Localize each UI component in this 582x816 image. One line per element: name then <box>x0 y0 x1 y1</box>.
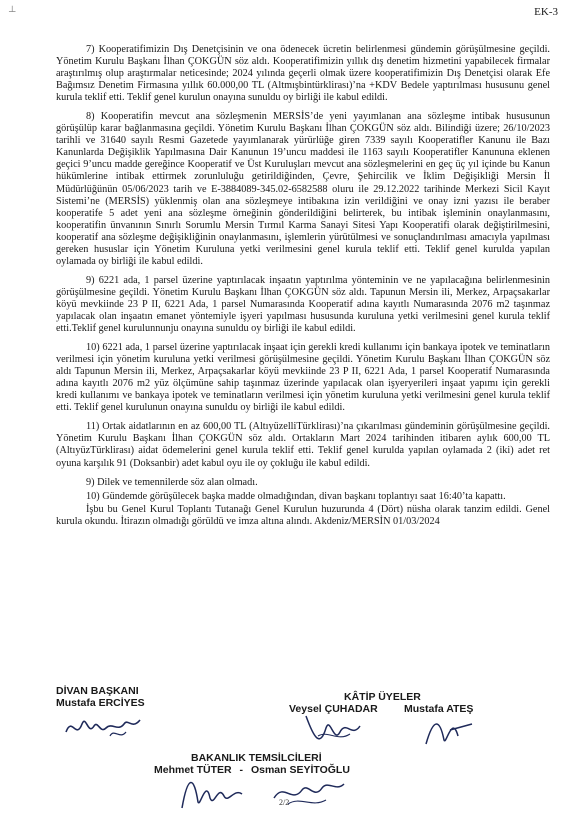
katip-1-signature-icon <box>300 708 370 752</box>
bakanlik-separator: - <box>239 764 244 776</box>
divan-name: Mustafa ERCİYES <box>56 697 145 709</box>
katip-name-2: Mustafa ATEŞ <box>404 703 474 715</box>
paragraph-item-9: 9) 6221 ada, 1 parsel üzerine yaptırılacak inşaatın yaptırılma yönteminin ve ne yapılacağına belirlenmesinin görüşülmesine geçildi. Yönetim Kurulu Başkanı İlhan ÇOKGÜN söz aldı. Tapunun Mersin ili, Merkez, Arpaçsakarlar köyü mevkiinde 23 P II, 6221 Ada, 1 parsel Numarasında Kooperatif adına kayıtlı Numarasında 2076 m2 taşınmaz yapılacak olan inşaatın emanet yöntemiyle işyeri yapılması hususunda kuruluna yetki verilmesini genel kurula teklif etti.Teklif genel kurulunnunju onayına sunuldu oy birliği ile kabul edildi. <box>56 274 550 335</box>
paragraph-closing-meeting: 10) Gündemde görüşülecek başka madde olmadığından, divan başkanı toplantıyı saat 16:40’ta kapattı. <box>86 490 506 502</box>
bakanlik-name-1: Mehmet TÜTER <box>154 764 232 776</box>
paragraph-item-11: 11) Ortak aidatlarının en az 600,00 TL (AltıyüzelliTürklirası)’na çıkarılması gündeminin görüşülmesine geçildi. Yönetim Kurulu Başkanı İlhan ÇOKGÜN söz aldı. Ortakların Mart 2024 tarihinden itibaren aylık 600,00 TL (AltıyüzTürklirası) aidat ödemelerini genel kurula teklif etti. Teklif genel kurulda yapılan oylamada 2 (iki) adet ret oyuna karşılık 91 (Doksanbir) adet kabul oyu ile oy çokluğu ile kabul edildi. <box>56 421 550 469</box>
paragraph-item-7: 7) Kooperatifimizin Dış Denetçisinin ve ona ödenecek ücretin belirlenmesi gündemin görüşülmesine geçildi. Yönetim Kurulu Başkanı İlhan ÇOKGÜN söz aldı. Kooperatifimizin yıllık dış denetim hizmetini yapabilecek firmalar araştırılmış olup araştırmalar neticesinde; 2024 yılında geçerli olmak üzere kooperatifimizin Dış Denetçisi olarak Efe Bağımsız Denetim Firmasına yıllık 60.000,00 TL (Altmışbintürklirası)’na +KDV Bedele yaptırılması hususunu genel kurula teklif etti. Teklif genel kurulun onayına sunuldu oy birliği ile kabul edildi. <box>56 44 550 104</box>
paragraph-item-10: 10) 6221 ada, 1 parsel üzerine yaptırılacak inşaat için gerekli kredi kullanımı için bankaya ipotek ve teminatların verilmesi için yönetim kuruluna yetki verilmesi görüşülmesine geçildi. Yönetim Kurulu Başkanı İlhan ÇOKGÜN söz aldı Tapunun Mersin ili, Merkez, Arpaçsakarlar köyü mevkiinde 23 P II, 6221 Ada, 1 parsel Kooperatif Numarasında adına kayıtlı 2076 m2 yüz ölçümüne sahip taşınmaz üzerinde yapılacak olan işyeryerileri inşaat yapımı için gerekli kredi kullanımı ve bankaya ipotek ve teminatların verilmesi için yönetim kuruluna yetki verilmesini genel kurula teklif etti. Teklif genel kurulunun onayına sunuldu oy birliği ile kabul edildi. <box>56 342 550 414</box>
minutes-body <box>56 44 550 535</box>
paragraph-item-8: 8) Kooperatifin mevcut ana sözleşmenin MERSİS’de yeni yayımlanan ana sözleşme intibak hususunun görüşülüp karar bağlanmasına geçildi. Yönetim Kurulu Başkanı İlhan ÇOKGÜN söz aldı. Bilindiği üzere; 26/10/2023 tarihli ve 31640 sayılı Resmi Gazetede yayımlanarak yürürlüğe giren 7339 sayılı Kooperatifler Kanunu ile Bazı Kanunlarda Değişiklik Yapılmasına Dair Kanunun 19’uncu maddesi ile 1163 sayılı Kooperatifler Kanununa eklenen geçici 9’uncu madde gereğince Kooperatif ve Üst Kuruluşları mevcut ana sözleşmelerini en geç üç yıl içinde bu Kanun hükümlerine intibak ettirmek zorunluluğu getirildiğinden, Çevre, Şehircilik ve İklim Değişikliği Mersin İl Müdürlüğünün 05/06/2023 tarih ve E-3884089-345.02-6582588 oluru ile 29.12.2022 tarihinde Merkezi Sicil Kayıt Sistemi’ne (MERSİS) yüklenmiş olan ana sözleşmeye intibakına izin verildiğini ve onay izni yazısı ile beraber kooperatife 5 adet yeni ana sözleşme örneğinin gönderildiğini belirterek, bu intibak işleminin onaylanmasını, kooperatifin ünvanının Sınırlı Sorumlu Mersin Tırmıl Karma Sanayi Sitesi Yapı Kooperatifi olarak değiştirilmesini, kooperatif ana sözleşme değişikliğinin onaylanmasını, işlemlerin yürütülmesi ve sonuçlandırılması amacıyla yapılması gereken hususlar için Yönetim Kuruluna yetki verilmesini genel kurula teklif etti. Teklif genel kurulda yapılan oylamada oy birliği ile kabul edildi. <box>56 111 550 267</box>
katip-title: KÂTİP ÜYELER <box>344 691 421 703</box>
corner-mark: ⊥ <box>8 4 17 14</box>
katip-2-signature-icon <box>420 710 480 750</box>
bakanlik-name-2: Osman SEYİTOĞLU <box>250 764 350 776</box>
bakanlik-1-signature-icon <box>178 768 248 814</box>
divan-signature-icon <box>62 706 152 746</box>
katip-name-1: Veysel ÇUHADAR <box>289 703 378 715</box>
paragraph-closing-statement: İşbu bu Genel Kurul Toplantı Tutanağı Genel Kurulun huzurunda 4 (Dört) nüsha olarak tanzim edildi. Genel kurula okundu. İtirazın olmadığı görüldü ve imza altına alındı. Akdeniz/MERSİN 01/03/2024 <box>56 503 550 527</box>
page-code: EK-3 <box>534 6 558 18</box>
paragraph-wishes: 9) Dilek ve temennilerde söz alan olmadı. <box>86 476 258 488</box>
page-number: 2/2 <box>279 798 290 807</box>
bakanlik-title: BAKANLIK TEMSİLCİLERİ <box>191 752 322 764</box>
divan-title: DİVAN BAŞKANI <box>56 685 139 697</box>
